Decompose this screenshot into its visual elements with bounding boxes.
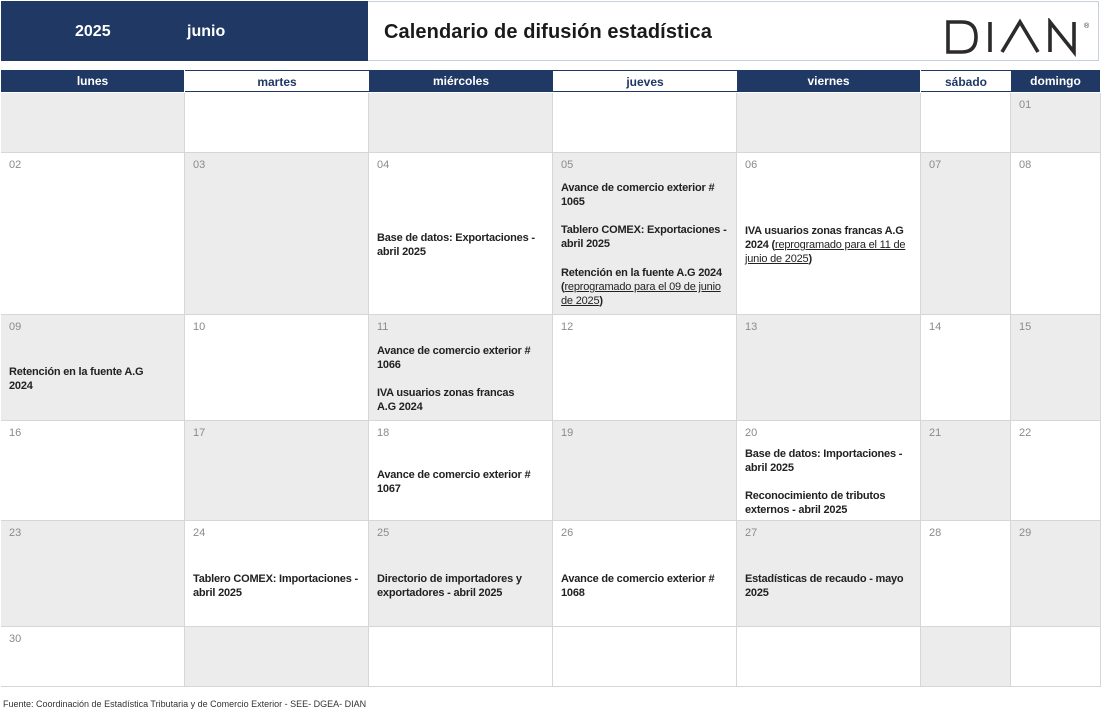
day-number: 26 [561, 527, 574, 539]
day-cell-12 [553, 315, 737, 421]
dian-logo [946, 18, 1092, 58]
day-cell-08 [1011, 153, 1101, 315]
day-cell-09 [1, 315, 185, 421]
day-cell [553, 93, 737, 153]
day-number: 01 [1019, 99, 1032, 111]
day-cell-04 [369, 153, 553, 315]
day-cell-14 [921, 315, 1011, 421]
day-number: 09 [9, 321, 22, 333]
day-cell-10 [185, 315, 369, 421]
weekday-sabado: sábado [921, 70, 1011, 92]
day-cell-29 [1011, 521, 1101, 627]
day-cell [369, 93, 553, 153]
event-item: Base de datos: Importaciones - abril 2025 [745, 448, 903, 474]
day-cell [921, 627, 1011, 687]
day-cell-22 [1011, 421, 1101, 521]
event-item: IVA usuarios zonas francas A.G 2024 [377, 387, 515, 413]
event-item: Base de datos: Exportaciones - abril 2025 [377, 232, 535, 258]
day-number: 21 [929, 427, 942, 439]
day-number: 07 [929, 159, 942, 171]
day-number: 20 [745, 427, 758, 439]
day-cell-15 [1011, 315, 1101, 421]
day-number: 08 [1019, 159, 1032, 171]
event-text: ) [599, 295, 603, 307]
day-number: 10 [193, 321, 206, 333]
year-label: 2025 [75, 23, 111, 40]
event-text: Retención en la fuente A.G 2024 ( [561, 267, 722, 293]
weekday-jueves: jueves [553, 70, 737, 92]
day-cell [1011, 627, 1101, 687]
day-number: 16 [9, 427, 22, 439]
day-cell-18 [369, 421, 553, 521]
day-number: 04 [377, 159, 390, 171]
day-cell [921, 93, 1011, 153]
header-date-block [1, 1, 368, 61]
event-item: Tablero COMEX: Importaciones - abril 2025 [193, 573, 358, 599]
day-cell-25 [369, 521, 553, 627]
event-item [745, 224, 906, 266]
event-item: Estadísticas de recaudo - mayo 2025 [745, 573, 904, 599]
day-cell-26 [553, 521, 737, 627]
day-cell-17 [185, 421, 369, 521]
event-item: Reconocimiento de tributos externos - abril 2025 [745, 490, 886, 516]
event-item: Tablero COMEX: Exportaciones - abril 2025 [561, 224, 727, 250]
day-number: 28 [929, 527, 942, 539]
event-item: Avance de comercio exterior # 1065 [561, 182, 715, 208]
event-item: Directorio de importadores y exportadores - abril 2025 [377, 573, 522, 599]
day-number: 30 [9, 633, 22, 645]
day-cell-03 [185, 153, 369, 315]
day-cell [185, 627, 369, 687]
day-cell-20 [737, 421, 921, 521]
weekday-domingo: domingo [1011, 70, 1100, 92]
day-cell-27 [737, 521, 921, 627]
day-number: 27 [745, 527, 758, 539]
svg-text:®: ® [1084, 23, 1090, 30]
day-number: 11 [377, 321, 389, 333]
day-cell [369, 627, 553, 687]
day-cell-30 [1, 627, 185, 687]
weekday-miercoles: miércoles [369, 70, 553, 92]
day-number: 24 [193, 527, 206, 539]
day-number: 06 [745, 159, 758, 171]
day-cell-16 [1, 421, 185, 521]
day-cell [737, 93, 921, 153]
day-number: 15 [1019, 321, 1032, 333]
day-cell-13 [737, 315, 921, 421]
page-title: Calendario de difusión estadística [384, 21, 712, 43]
event-item [561, 266, 730, 308]
day-number: 19 [561, 427, 574, 439]
reschedule-note: reprogramado para el 09 de junio de 2025 [561, 281, 721, 307]
day-cell [1, 93, 185, 153]
day-cell-21 [921, 421, 1011, 521]
event-item: Retención en la fuente A.G 2024 [9, 366, 144, 392]
day-cell-23 [1, 521, 185, 627]
day-number: 02 [9, 159, 22, 171]
day-cell-19 [553, 421, 737, 521]
day-number: 25 [377, 527, 390, 539]
event-text: IVA usuarios zonas francas A.G 2024 ( [745, 225, 904, 251]
event-text: ) [808, 253, 812, 265]
day-cell [185, 93, 369, 153]
weekday-martes: martes [185, 70, 369, 92]
day-cell-06 [737, 153, 921, 315]
month-label: junio [187, 23, 226, 40]
day-cell-11 [369, 315, 553, 421]
event-item: Avance de comercio exterior # 1067 [377, 469, 531, 495]
day-cell-28 [921, 521, 1011, 627]
event-item: Avance de comercio exterior # 1068 [561, 573, 715, 599]
day-number: 12 [561, 321, 574, 333]
day-cell-24 [185, 521, 369, 627]
source-footer: Fuente: Coordinación de Estadística Tributaria y de Comercio Exterior - SEE- DGEA- DIAN [3, 699, 367, 709]
day-number: 05 [561, 159, 574, 171]
day-number: 29 [1019, 527, 1032, 539]
day-cell [553, 627, 737, 687]
header-title-block [368, 1, 1099, 61]
day-number: 13 [745, 321, 758, 333]
day-number: 18 [377, 427, 390, 439]
reschedule-note: reprogramado para el 11 de junio de 2025 [745, 239, 906, 265]
weekday-lunes: lunes [1, 70, 184, 92]
day-number: 23 [9, 527, 22, 539]
day-number: 17 [193, 427, 206, 439]
day-cell [737, 627, 921, 687]
day-number: 14 [929, 321, 942, 333]
day-cell-07 [921, 153, 1011, 315]
calendar-header [0, 0, 1101, 62]
day-cell-01 [1011, 93, 1101, 153]
day-cell-05 [553, 153, 737, 315]
day-cell-02 [1, 153, 185, 315]
day-number: 22 [1019, 427, 1032, 439]
weekday-viernes: viernes [737, 70, 920, 92]
event-item: Avance de comercio exterior # 1066 [377, 345, 531, 371]
day-number: 03 [193, 159, 206, 171]
